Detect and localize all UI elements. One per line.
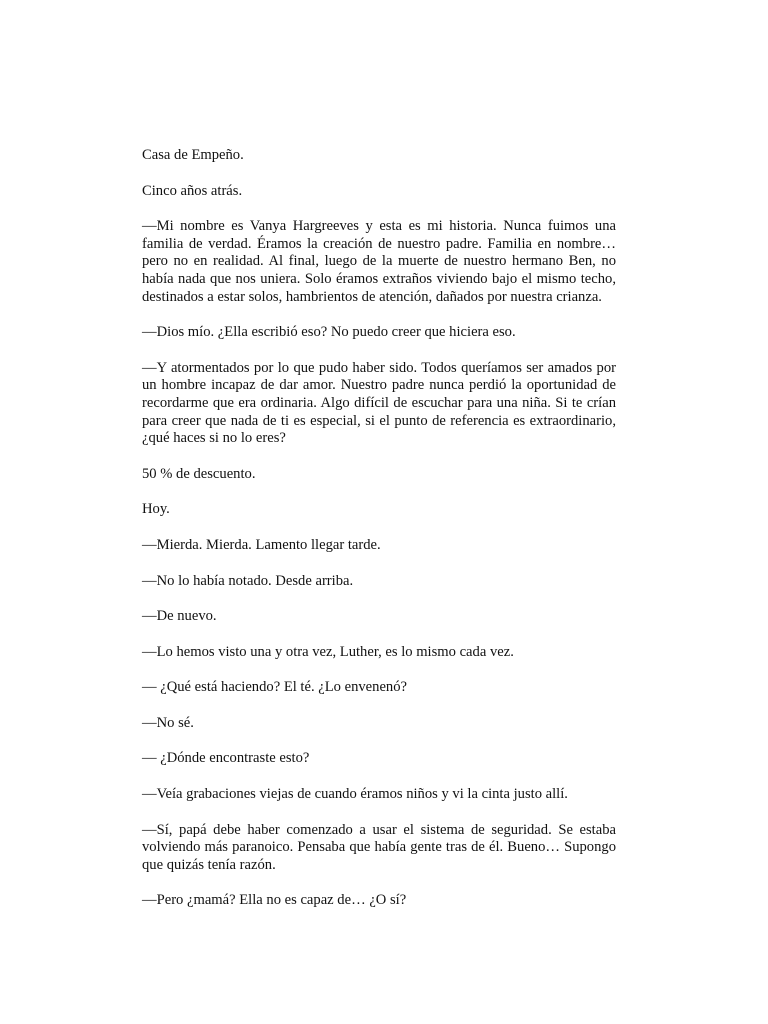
paragraph: —Dios mío. ¿Ella escribió eso? No puedo creer que hiciera eso. [142, 324, 516, 341]
paragraph: —Sí, papá debe haber comenzado a usar el sistema de seguridad. Se estaba volviendo más paranoico. Pensaba que había gente tras de él. Bueno… Supongo que quizás tenía razón. [142, 821, 616, 873]
paragraph: —Y atormentados por lo que pudo haber sido. Todos queríamos ser amados por un hombre incapaz de dar amor. Nuestro padre nunca perdió la oportunidad de recordarme que era ordinaria. Algo difícil de escuchar para una niña. Si te crían para creer que nada de ti es especial, si el punto de referencia es extraordinario, ¿qué haces si no lo eres? [142, 359, 616, 447]
paragraph: —Mierda. Mierda. Lamento llegar tarde. [142, 536, 381, 553]
paragraph: —Lo hemos visto una y otra vez, Luther, es lo mismo cada vez. [142, 643, 514, 660]
paragraph: —De nuevo. [142, 608, 217, 625]
paragraph: — ¿Dónde encontraste esto? [142, 750, 310, 767]
paragraph: —Mi nombre es Vanya Hargreeves y esta es mi historia. Nunca fuimos una familia de verdad. Éramos la creación de nuestro padre. Familia en nombre… pero no en realidad. Al final, luego de la muerte de nuestro hermano Ben, no había nada que nos uniera. Solo éramos extraños viviendo bajo el mismo techo, destinados a estar solos, hambrientos de atención, dañados por nuestra crianza. [142, 218, 616, 305]
document-page [142, 147, 616, 928]
paragraph: — ¿Qué está haciendo? El té. ¿Lo envenenó? [142, 679, 407, 696]
paragraph-time-note: Hoy. [142, 501, 170, 518]
paragraph-time-note: Cinco años atrás. [142, 182, 243, 199]
paragraph: —Pero ¿mamá? Ella no es capaz de… ¿O sí? [142, 892, 407, 909]
paragraph-discount-note: 50 % de descuento. [142, 465, 256, 482]
paragraph: —Veía grabaciones viejas de cuando éramos niños y vi la cinta justo allí. [142, 786, 568, 803]
paragraph-heading: Casa de Empeño. [142, 147, 244, 163]
paragraph: —No lo había notado. Desde arriba. [142, 572, 354, 589]
paragraph: —No sé. [142, 714, 194, 731]
